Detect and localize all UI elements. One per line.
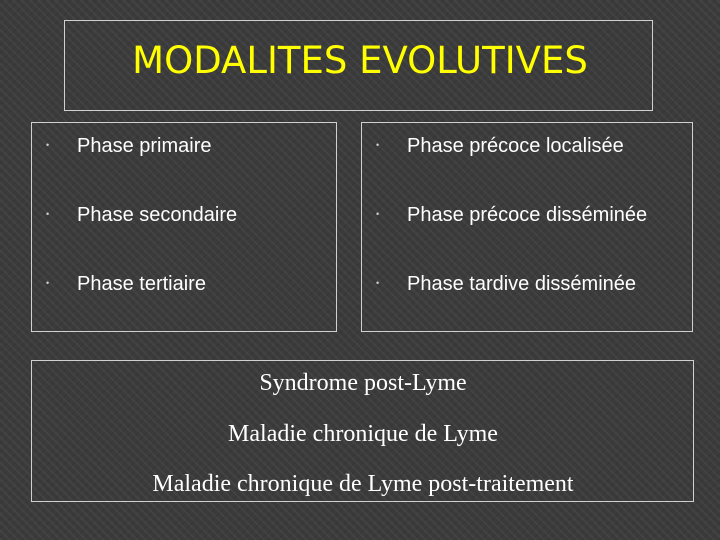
bottom-line-3: Maladie chronique de Lyme post-traitement — [152, 471, 574, 497]
bullet-dot-icon: • — [376, 140, 380, 150]
bullet-dot-icon: • — [376, 209, 380, 219]
bullet-dot-icon: • — [46, 140, 50, 150]
left-list-item: Phase primaire — [77, 135, 212, 157]
right-list-item: Phase précoce localisée — [407, 135, 624, 157]
bullet-dot-icon: • — [376, 278, 380, 288]
page-title: MODALITES EVOLUTIVES — [132, 39, 588, 82]
bullet-dot-icon: • — [46, 278, 50, 288]
right-list-item: Phase précoce disséminée — [407, 204, 648, 226]
right-list-item: Phase tardive disséminée — [407, 273, 637, 295]
bottom-line-1: Syndrome post-Lyme — [259, 370, 467, 396]
left-list-item: Phase secondaire — [77, 204, 238, 226]
left-list-item: Phase tertiaire — [77, 273, 206, 295]
bottom-line-2: Maladie chronique de Lyme — [228, 421, 498, 447]
bullet-dot-icon: • — [46, 209, 50, 219]
